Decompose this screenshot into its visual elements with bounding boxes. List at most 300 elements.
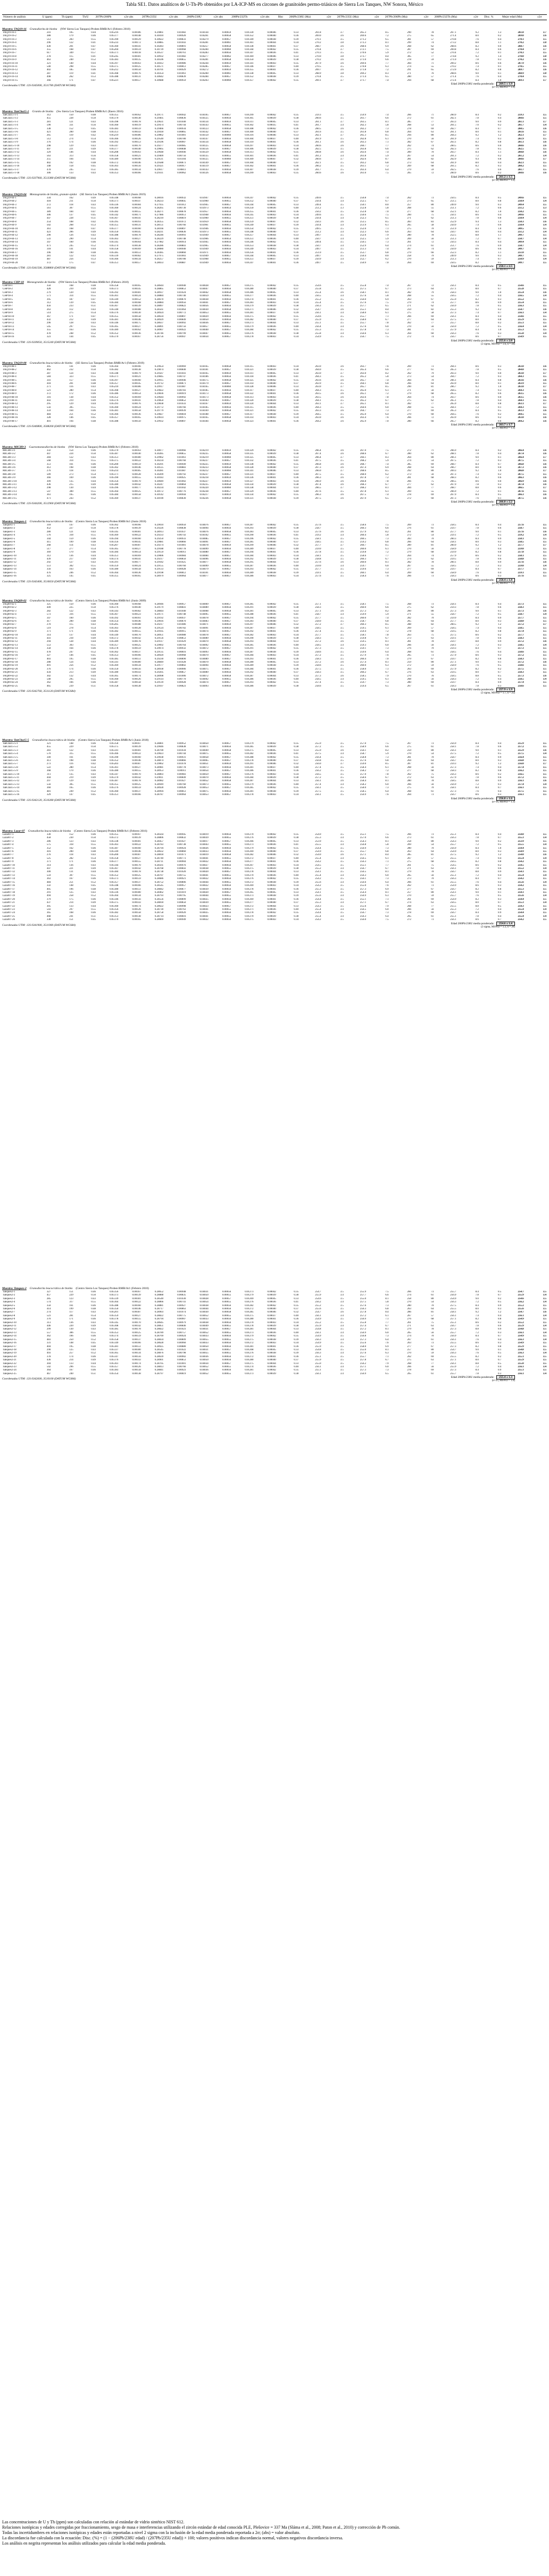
table-cell: 8.0 — [475, 620, 479, 623]
analysis-table — [2, 1291, 547, 1376]
table-cell: 0.04043 — [199, 843, 209, 847]
table-cell: 266.7 — [450, 466, 456, 470]
table-cell: 0.04283 — [199, 52, 209, 55]
table-cell: 0.00933 — [177, 537, 186, 540]
table-cell: 3.5 — [340, 766, 344, 769]
table-cell: 0.5 — [497, 664, 502, 667]
table-cell: 7.2 — [475, 406, 479, 409]
table-cell: 0.40 — [294, 547, 299, 550]
table-cell: 0.29092 — [154, 643, 164, 647]
table-cell: 0.00056 — [222, 626, 231, 630]
table-cell: 0.52 — [91, 881, 96, 884]
table-cell: 3.4 — [340, 613, 344, 616]
table-cell: 62 — [431, 558, 434, 561]
table-cell: 0.29016 — [154, 620, 164, 623]
table-cell: 259.3 — [450, 763, 456, 766]
table-cell: 7.6 — [475, 894, 479, 898]
table-cell: 6.7 — [385, 399, 389, 403]
table-cell: 3.5 — [340, 773, 344, 776]
table-cell: 0.05160 — [110, 207, 119, 210]
table-cell: 3.5 — [543, 654, 546, 657]
table-cell: 0.04047 — [199, 332, 209, 335]
table-cell: 3.5 — [340, 650, 344, 654]
table-cell: 0.00055 — [222, 867, 231, 871]
table-cell: 0.01338 — [245, 463, 254, 466]
table-cell: 3.5 — [340, 459, 344, 463]
table-cell: 0.29321 — [154, 165, 164, 168]
table-cell: 355 — [46, 48, 51, 52]
table-cell: 57 — [431, 76, 434, 79]
table-cell: 257.2 — [315, 640, 321, 643]
table-cell: 3.7 — [340, 386, 344, 389]
table-cell: 257.7 — [315, 568, 321, 571]
analysis-id: TAQ09-02-22 — [3, 674, 18, 678]
table-cell: 0.01002 — [177, 480, 186, 483]
table-cell: 0.00878 — [177, 210, 186, 213]
table-cell: 3.6 — [340, 58, 344, 62]
table-cell: 576 — [46, 534, 51, 537]
table-cell: 0.04070 — [199, 660, 209, 664]
table-cell: 0.00944 — [177, 494, 186, 497]
table-cell: 257.3 — [315, 647, 321, 650]
table-cell: 0.00770 — [177, 678, 186, 681]
table-cell: 0.33 — [294, 1297, 299, 1300]
table-cell: 199 — [69, 1308, 73, 1311]
table-cell: 252.1 — [450, 210, 456, 213]
table-cell: 258.3 — [450, 575, 456, 578]
table-cell: 0.00055 — [222, 643, 231, 647]
table-cell: 0.56 — [91, 154, 96, 157]
table-cell: 265.7 — [360, 379, 367, 382]
table-cell: 0.38 — [294, 117, 299, 120]
table-cell: 0.40 — [294, 389, 299, 392]
table-cell: 3.5 — [340, 197, 344, 199]
table-cell: 0.47 — [91, 210, 96, 213]
table-cell: 0.04022 — [199, 884, 209, 888]
table-cell: 0.35 — [294, 524, 299, 526]
table-cell: 259.4 — [360, 684, 367, 688]
table-cell: 0.00151 — [132, 657, 141, 660]
table-cell: 69 — [431, 463, 434, 466]
table-cell: 268 — [407, 603, 411, 606]
table-cell: 512 — [46, 137, 51, 140]
table-cell: 0.28634 — [154, 315, 164, 318]
weighted-mean-value: 263.7 ± 1.7 — [496, 423, 515, 427]
table-cell: 0.37 — [294, 161, 299, 164]
table-cell: 0.35 — [294, 833, 299, 836]
analysis-id: TAQ09-02-6 — [3, 620, 16, 623]
table-cell: 261 — [407, 241, 411, 244]
table-cell: 0.48 — [91, 850, 96, 854]
table-cell: 64 — [431, 1308, 434, 1311]
table-cell: 0.30739 — [154, 48, 164, 52]
table-cell: 0.05138 — [110, 840, 119, 843]
table-cell: 260.6 — [315, 117, 321, 120]
table-cell: 255.9 — [315, 742, 321, 745]
table-cell: 0.27986 — [154, 214, 164, 217]
table-cell: 250.3 — [518, 220, 524, 223]
analysis-id: TAQ19-16-1 — [3, 31, 16, 34]
table-cell: 0.00193 — [132, 220, 141, 223]
table-cell: 266.7 — [450, 386, 456, 389]
table-cell: 256.1 — [315, 312, 321, 315]
table-cell: 0.05182 — [110, 630, 119, 633]
table-cell: 0.00057 — [222, 657, 231, 660]
table-cell: 74 — [431, 144, 434, 147]
table-cell: 250.7 — [518, 244, 524, 247]
table-cell: 258.2 — [360, 770, 367, 773]
analysis-id: Lazar07-6 — [3, 850, 14, 854]
table-cell: 0.28844 — [154, 609, 164, 613]
table-cell: 0.48 — [91, 620, 96, 623]
table-cell: 0.3 — [497, 483, 502, 487]
analysis-table — [2, 365, 547, 423]
table-cell: 3.5 — [543, 568, 546, 571]
table-cell: 0.01082 — [177, 31, 186, 34]
table-cell: 0.28913 — [154, 530, 164, 533]
table-cell: 261.7 — [315, 168, 321, 171]
table-cell: 80 — [431, 456, 434, 459]
table-cell: 6.7 — [385, 558, 389, 561]
table-cell: 56 — [431, 678, 434, 681]
table-cell: 573 — [46, 613, 51, 616]
table-cell: 54 — [431, 154, 434, 157]
table-cell: 8.6 — [475, 654, 479, 657]
table-cell: 256.3 — [360, 860, 367, 864]
table-cell: 3.5 — [543, 905, 546, 908]
analysis-id: TanCha15-5-6 — [3, 759, 18, 763]
table-cell: 251.3 — [450, 217, 456, 220]
table-cell: 255.2 — [518, 1304, 524, 1307]
table-cell: 0.04238 — [199, 490, 209, 493]
table-cell: 171 — [69, 79, 73, 82]
table-cell: 0.00055 — [222, 908, 231, 911]
table-cell: 0.00039 — [267, 867, 276, 871]
table-cell: 262 — [407, 372, 411, 375]
analysis-id: CHP18-7 — [3, 305, 13, 308]
table-cell: 0.4 — [497, 571, 502, 574]
table-cell: 117 — [69, 1311, 73, 1314]
table-cell: 258.6 — [315, 684, 321, 688]
table-cell: 0.34 — [294, 554, 299, 557]
table-cell: 164 — [69, 409, 73, 413]
table-cell: 0.00045 — [267, 120, 276, 123]
table-cell: 0.00043 — [267, 480, 276, 483]
analysis-id: Lazar07-8 — [3, 857, 14, 860]
table-cell: 0.34 — [294, 336, 299, 339]
table-cell: 288 — [407, 623, 411, 626]
table-cell: 3.5 — [340, 681, 344, 684]
table-cell: 0.00056 — [222, 315, 231, 318]
table-cell: 3.5 — [543, 633, 546, 637]
table-cell: 0.04078 — [199, 544, 209, 547]
table-cell: 3.5 — [543, 473, 546, 476]
analysis-id: TAQ09-02-13 — [3, 643, 18, 647]
table-cell: 256.3 — [315, 305, 321, 308]
table-cell: 255.6 — [315, 894, 321, 898]
table-cell: 563 — [46, 154, 51, 157]
table-cell: 0.01030 — [177, 1297, 186, 1300]
table-cell: 0.00056 — [222, 664, 231, 667]
table-cell: 0.42 — [91, 134, 96, 137]
table-cell: 3.5 — [340, 322, 344, 325]
table-cell: 273 — [407, 473, 411, 476]
table-cell: 122 — [69, 749, 73, 752]
table-cell: 543 — [46, 908, 51, 911]
table-cell: 0.00036 — [267, 459, 276, 463]
table-cell: 0.00911 — [177, 551, 186, 554]
table-cell: 0.00041 — [267, 69, 276, 72]
table-cell: 0.01278 — [245, 888, 254, 891]
table-cell: 403 — [46, 657, 51, 660]
table-cell: 8.5 — [385, 623, 389, 626]
table-cell: 0.00125 — [132, 65, 141, 69]
table-cell: 0.00036 — [267, 154, 276, 157]
table-cell: 0.50 — [91, 837, 96, 840]
table-cell: 0.00057 — [222, 551, 231, 554]
sample-title: Muestra: Tanques-1 — [2, 520, 27, 523]
table-cell: 0.28818 — [154, 901, 164, 905]
table-cell: 3.4 — [340, 237, 344, 240]
table-cell: 267.5 — [518, 473, 524, 476]
table-cell: 0.43 — [91, 864, 96, 867]
table-cell: 266.8 — [518, 463, 524, 466]
table-cell: 69 — [431, 898, 434, 901]
table-cell: 124 — [69, 660, 73, 664]
table-cell: 0.04075 — [199, 667, 209, 671]
table-cell: 0.28849 — [154, 660, 164, 664]
table-cell: 447 — [46, 217, 51, 220]
table-cell: 260.8 — [315, 151, 321, 154]
table-cell: 0.01283 — [245, 302, 254, 305]
table-cell: 0.00057 — [222, 254, 231, 257]
table-cell: 9.2 — [475, 386, 479, 389]
table-cell: 0.00037 — [267, 626, 276, 630]
table-cell: 171 — [69, 1318, 73, 1321]
sample-header — [2, 739, 547, 742]
table-cell: 0.00818 — [177, 413, 186, 416]
table-cell: 8.4 — [475, 911, 479, 915]
table-cell: 0.28793 — [154, 894, 164, 898]
table-cell: 5.8 — [385, 375, 389, 379]
table-cell: 0.04165 — [199, 365, 209, 368]
table-cell: 0.00057 — [222, 647, 231, 650]
table-cell: 258.4 — [360, 575, 367, 578]
table-cell: 257.4 — [518, 766, 524, 769]
table-cell: 318 — [46, 248, 51, 251]
table-cell: 3.6 — [340, 220, 344, 223]
table-cell: 0.38 — [294, 483, 299, 487]
table-cell: 0.1 — [497, 72, 502, 75]
table-cell: 133 — [69, 171, 73, 174]
table-cell: 256.3 — [450, 1301, 456, 1304]
table-cell: 0.00934 — [177, 127, 186, 130]
table-cell: 0.00887 — [177, 261, 186, 264]
table-cell: 123 — [69, 840, 73, 843]
table-cell: 0.46 — [91, 1304, 96, 1307]
table-cell: 0.00056 — [222, 375, 231, 379]
table-cell: 0.00166 — [132, 884, 141, 888]
table-cell: 0.7 — [497, 568, 502, 571]
table-cell: 258.7 — [360, 752, 367, 756]
table-cell: 0.00946 — [177, 379, 186, 382]
table-cell: 0.00162 — [132, 329, 141, 332]
table-cell: 0.04071 — [199, 746, 209, 749]
table-cell: 0.05172 — [110, 161, 119, 164]
table-cell: 0.04019 — [199, 833, 209, 836]
table-cell: 284 — [407, 379, 411, 382]
analysis-id: Tanques1-10 — [3, 554, 16, 557]
table-cell: 63 — [431, 867, 434, 871]
table-cell: 252.5 — [360, 237, 367, 240]
table-cell: 282 — [407, 403, 411, 406]
table-cell: 256.8 — [315, 759, 321, 763]
table-cell: 0.35 — [294, 48, 299, 52]
table-cell: 168 — [69, 227, 73, 230]
table-cell: 266.0 — [518, 470, 524, 473]
table-cell: 3.6 — [340, 660, 344, 664]
table-cell: 0.05160 — [110, 124, 119, 127]
table-cell: 0.45 — [91, 302, 96, 305]
table-cell: 0.38 — [294, 148, 299, 151]
table-cell: 249.6 — [518, 214, 524, 217]
table-cell: 8.4 — [475, 537, 479, 540]
sample-coordinates: Coordenadas UTM: 12S 0342760, 3511120 (DATUM WGS84) — [2, 690, 76, 693]
table-cell: 256.7 — [360, 336, 367, 339]
table-cell: 3.4 — [340, 867, 344, 871]
table-cell: 56 — [431, 874, 434, 877]
table-cell: 275 — [69, 312, 73, 315]
table-cell: 0.00138 — [132, 684, 141, 688]
table-cell: 58 — [431, 224, 434, 227]
table-cell: 0.05191 — [110, 561, 119, 564]
table-cell: 0.03965 — [199, 244, 209, 247]
table-cell: 0.46 — [91, 833, 96, 836]
table-cell: 8.4 — [475, 787, 479, 790]
table-cell: 254.6 — [315, 315, 321, 318]
table-cell: 3.7 — [543, 48, 546, 52]
table-cell: 278 — [407, 58, 411, 62]
table-cell: 371 — [46, 630, 51, 633]
table-cell: 257.1 — [450, 1318, 456, 1321]
table-cell: 3.5 — [543, 1297, 546, 1300]
table-cell: 258.6 — [315, 664, 321, 667]
table-cell: 277 — [407, 888, 411, 891]
table-cell: 3.5 — [340, 647, 344, 650]
table-cell: 269 — [407, 490, 411, 493]
table-cell: 257.7 — [360, 305, 367, 308]
table-cell: 283 — [46, 749, 51, 752]
table-cell: 0.00046 — [267, 544, 276, 547]
analysis-id: TAQ19-08-3 — [3, 372, 16, 375]
table-cell: 0.05168 — [110, 389, 119, 392]
table-cell: 3.5 — [340, 626, 344, 630]
table-cell: 0.43 — [91, 120, 96, 123]
table-cell: 267.4 — [518, 483, 524, 487]
table-cell: 0.00042 — [267, 79, 276, 82]
table-cell: 0.01043 — [177, 41, 186, 45]
table-cell: 74 — [431, 554, 434, 557]
table-cell: 126 — [69, 234, 73, 237]
table-cell: 250.2 — [315, 210, 321, 213]
table-cell: 254.3 — [315, 905, 321, 908]
table-cell: 291 — [407, 69, 411, 72]
table-cell: 1.3 — [497, 31, 502, 34]
table-cell: 278 — [407, 630, 411, 633]
table-cell: 258.1 — [518, 537, 524, 540]
table-cell: 3.4 — [340, 837, 344, 840]
table-cell: 5.9 — [385, 154, 389, 157]
table-cell: 3.6 — [543, 220, 546, 223]
table-cell: 0.05151 — [110, 131, 119, 134]
table-cell: 0.01284 — [245, 776, 254, 780]
table-cell: 0.00057 — [222, 490, 231, 493]
table-cell: 64 — [431, 541, 434, 544]
table-cell: 0.00780 — [177, 258, 186, 261]
table-cell: 0.05192 — [110, 141, 119, 144]
table-cell: 268.7 — [450, 487, 456, 490]
table-cell: 0.2 — [497, 308, 502, 311]
table-cell: 0.05176 — [110, 399, 119, 403]
table-cell: 0.04089 — [199, 606, 209, 609]
table-cell: 0.00928 — [177, 787, 186, 790]
table-cell: 0.01282 — [245, 854, 254, 857]
sample-section — [2, 599, 547, 695]
table-cell: 3.5 — [340, 793, 344, 797]
table-cell: 0.04026 — [199, 847, 209, 850]
table-cell: 0.00897 — [177, 315, 186, 318]
table-cell: 0.37 — [294, 382, 299, 386]
table-cell: 63 — [431, 901, 434, 905]
table-cell: 7.4 — [475, 1314, 479, 1317]
table-cell: 0.03945 — [199, 203, 209, 206]
table-cell: 263.6 — [360, 151, 367, 154]
table-cell: 276 — [46, 854, 51, 857]
table-cell: 0.05190 — [110, 756, 119, 759]
table-cell: 258.6 — [360, 524, 367, 526]
table-cell: 0.01300 — [245, 131, 254, 134]
analysis-id: TAQ19-08-8 — [3, 389, 16, 392]
table-cell: 3.5 — [543, 148, 546, 151]
table-cell: 6.9 — [385, 466, 389, 470]
table-cell: 0.00783 — [177, 389, 186, 392]
table-cell: 0.01288 — [245, 613, 254, 616]
table-cell: 75 — [431, 1321, 434, 1324]
table-cell: 0.05194 — [110, 537, 119, 540]
table-cell: 389 — [46, 210, 51, 213]
table-cell: 0.00055 — [222, 224, 231, 227]
table-cell: 7.4 — [385, 463, 389, 466]
table-cell: 0.05181 — [110, 319, 119, 322]
table-cell: 0.00127 — [132, 1314, 141, 1317]
table-cell: 274 — [407, 901, 411, 905]
table-cell: 0.05188 — [110, 76, 119, 79]
table-cell: 253.9 — [315, 840, 321, 843]
table-cell: 64 — [431, 288, 434, 291]
table-cell: 55 — [431, 65, 434, 69]
table-cell: 0.39 — [294, 497, 299, 500]
table-cell: 0.05145 — [110, 530, 119, 533]
table-cell: 0.00177 — [132, 561, 141, 564]
table-cell: 259.5 — [360, 640, 367, 643]
table-cell: 7.4 — [385, 79, 389, 82]
table-cell: 0.00167 — [132, 336, 141, 339]
table-cell: 275 — [407, 606, 411, 609]
table-cell: 254.2 — [315, 918, 321, 922]
table-cell: 137 — [69, 214, 73, 217]
table-cell: 0.01248 — [245, 231, 254, 234]
table-cell: 455 — [46, 117, 51, 120]
